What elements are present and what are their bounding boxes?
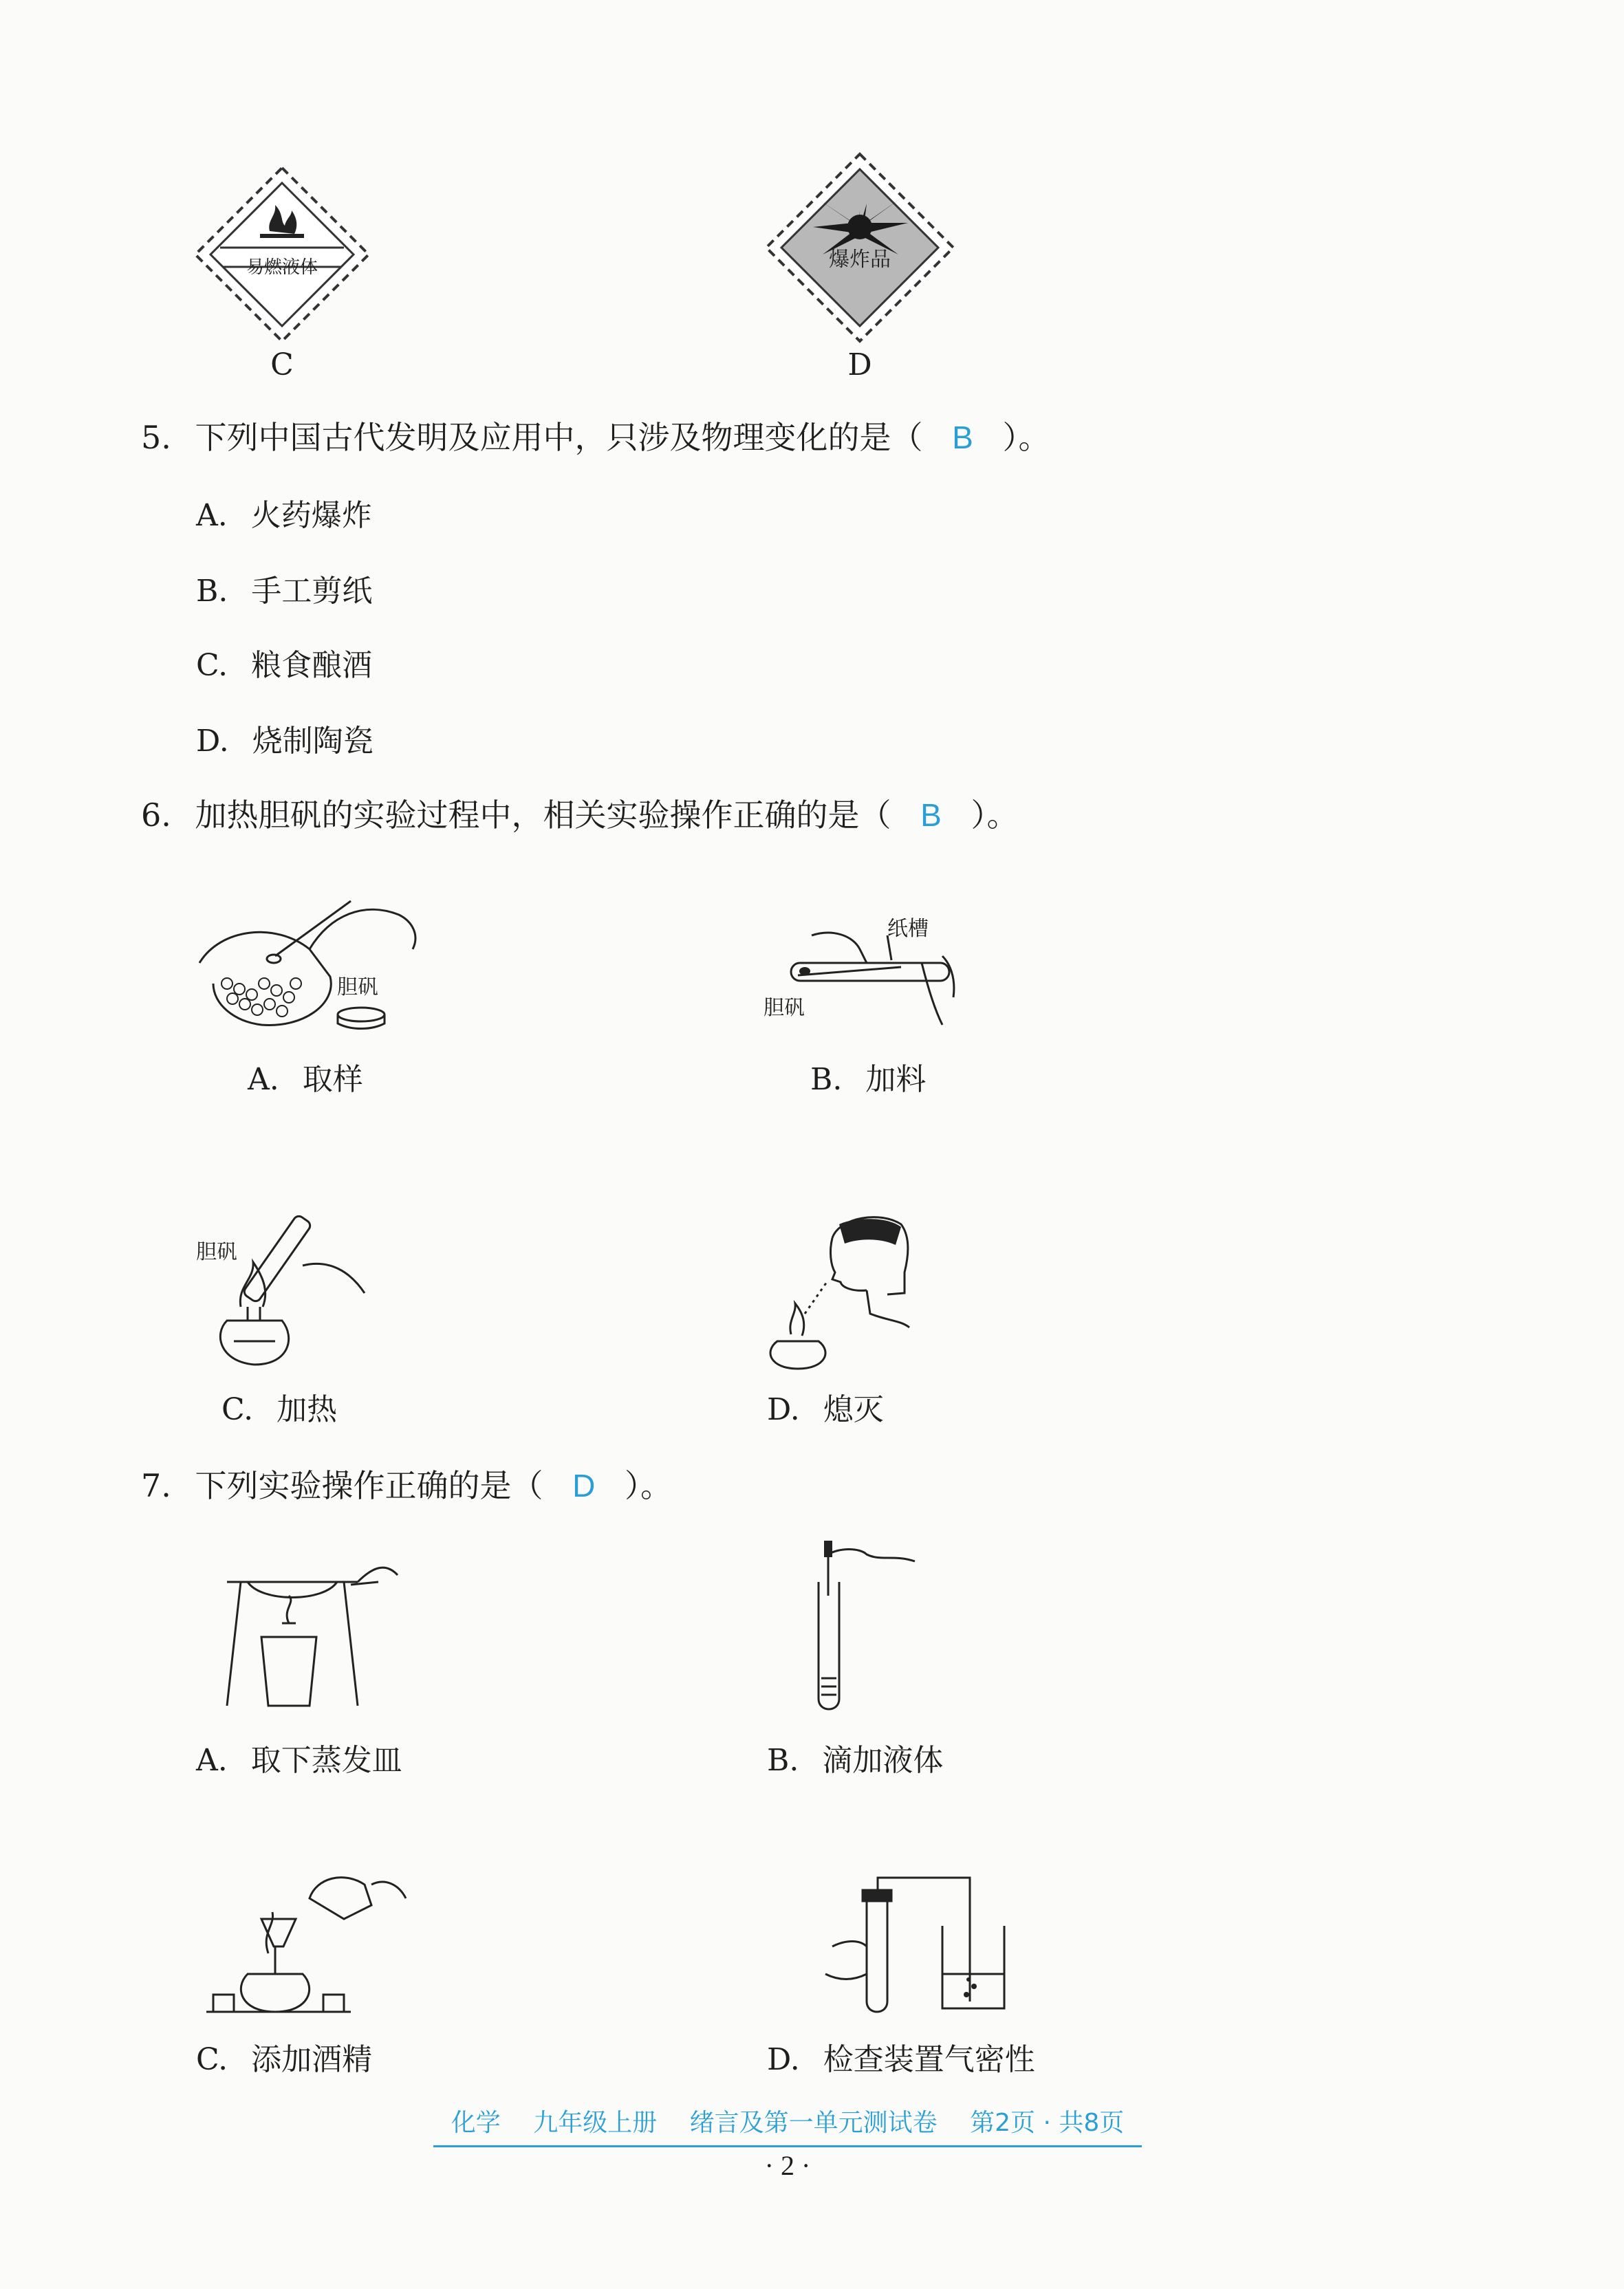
- heating-illustration: [199, 1197, 378, 1369]
- footer-subject: 化学: [451, 2109, 501, 2137]
- q7-close: ）。: [625, 1467, 672, 1504]
- q5-stem: 下列中国古代发明及应用中，只涉及物理变化的是（: [195, 419, 923, 456]
- q5-option-b: B. 手工剪纸: [196, 574, 373, 609]
- q5-option-c: C. 粮食酿酒: [196, 648, 373, 683]
- q6b-alum-label: 胆矾: [764, 996, 805, 1020]
- q5-option-a: A. 火药爆炸: [196, 498, 372, 533]
- q5-option-d: D. 烧制陶瓷: [196, 724, 373, 759]
- q6c-alum-label: 胆矾: [196, 1240, 237, 1264]
- page-number: · 2 ·: [764, 2150, 811, 2181]
- q5-close: ）。: [1002, 419, 1050, 456]
- q7-option-b: B. 滴加液体: [767, 1743, 944, 1778]
- question-6: [141, 794, 1018, 836]
- q7-answer: D: [572, 1468, 596, 1504]
- q7-option-d: D. 检查装置气密性: [767, 2042, 1035, 2077]
- q6-option-c: C. 加热: [221, 1392, 338, 1427]
- page-footer: [433, 2101, 1142, 2147]
- q5-answer: B: [952, 420, 973, 455]
- question-5: [141, 417, 1050, 458]
- footer-grade: 九年级上册: [533, 2109, 658, 2137]
- add-alcohol-illustration: [206, 1871, 413, 2015]
- q6-answer: B: [920, 797, 942, 833]
- q6-close: ）。: [971, 796, 1019, 834]
- sign-c-label: 易燃液体: [246, 257, 318, 278]
- q6-option-b: B. 加料: [810, 1062, 927, 1097]
- evaporating-dish-illustration: [220, 1554, 399, 1720]
- q6-number: 6.: [141, 796, 171, 834]
- q7-stem: 下列实验操作正确的是（: [195, 1467, 543, 1504]
- q6-option-d: D. 熄灭: [767, 1392, 884, 1427]
- q7-option-a: A. 取下蒸发皿: [196, 1743, 402, 1778]
- q7-number: 7.: [141, 1467, 171, 1504]
- q5-number: 5.: [141, 419, 171, 456]
- q6a-alum-label: 胆矾: [337, 975, 378, 999]
- extinguish-illustration: [764, 1211, 915, 1369]
- q6-stem: 加热胆矾的实验过程中，相关实验操作正确的是（: [195, 796, 891, 834]
- q7-option-c: C. 添加酒精: [196, 2042, 373, 2077]
- sign-d-label: 爆炸品: [829, 248, 891, 272]
- airtightness-illustration: [819, 1871, 1025, 2015]
- sign-d-letter: D: [847, 347, 872, 382]
- dropper-illustration: [812, 1541, 922, 1720]
- sampling-illustration: [193, 874, 426, 1032]
- q6b-paper-label: 纸槽: [887, 917, 929, 941]
- footer-unit: 绪言及第一单元测试卷: [689, 2109, 938, 2137]
- q6-option-a: A. 取样: [248, 1062, 363, 1097]
- sign-c-letter: C: [270, 347, 294, 382]
- question-7: [141, 1465, 672, 1506]
- footer-page: 第2页 · 共8页: [970, 2109, 1125, 2137]
